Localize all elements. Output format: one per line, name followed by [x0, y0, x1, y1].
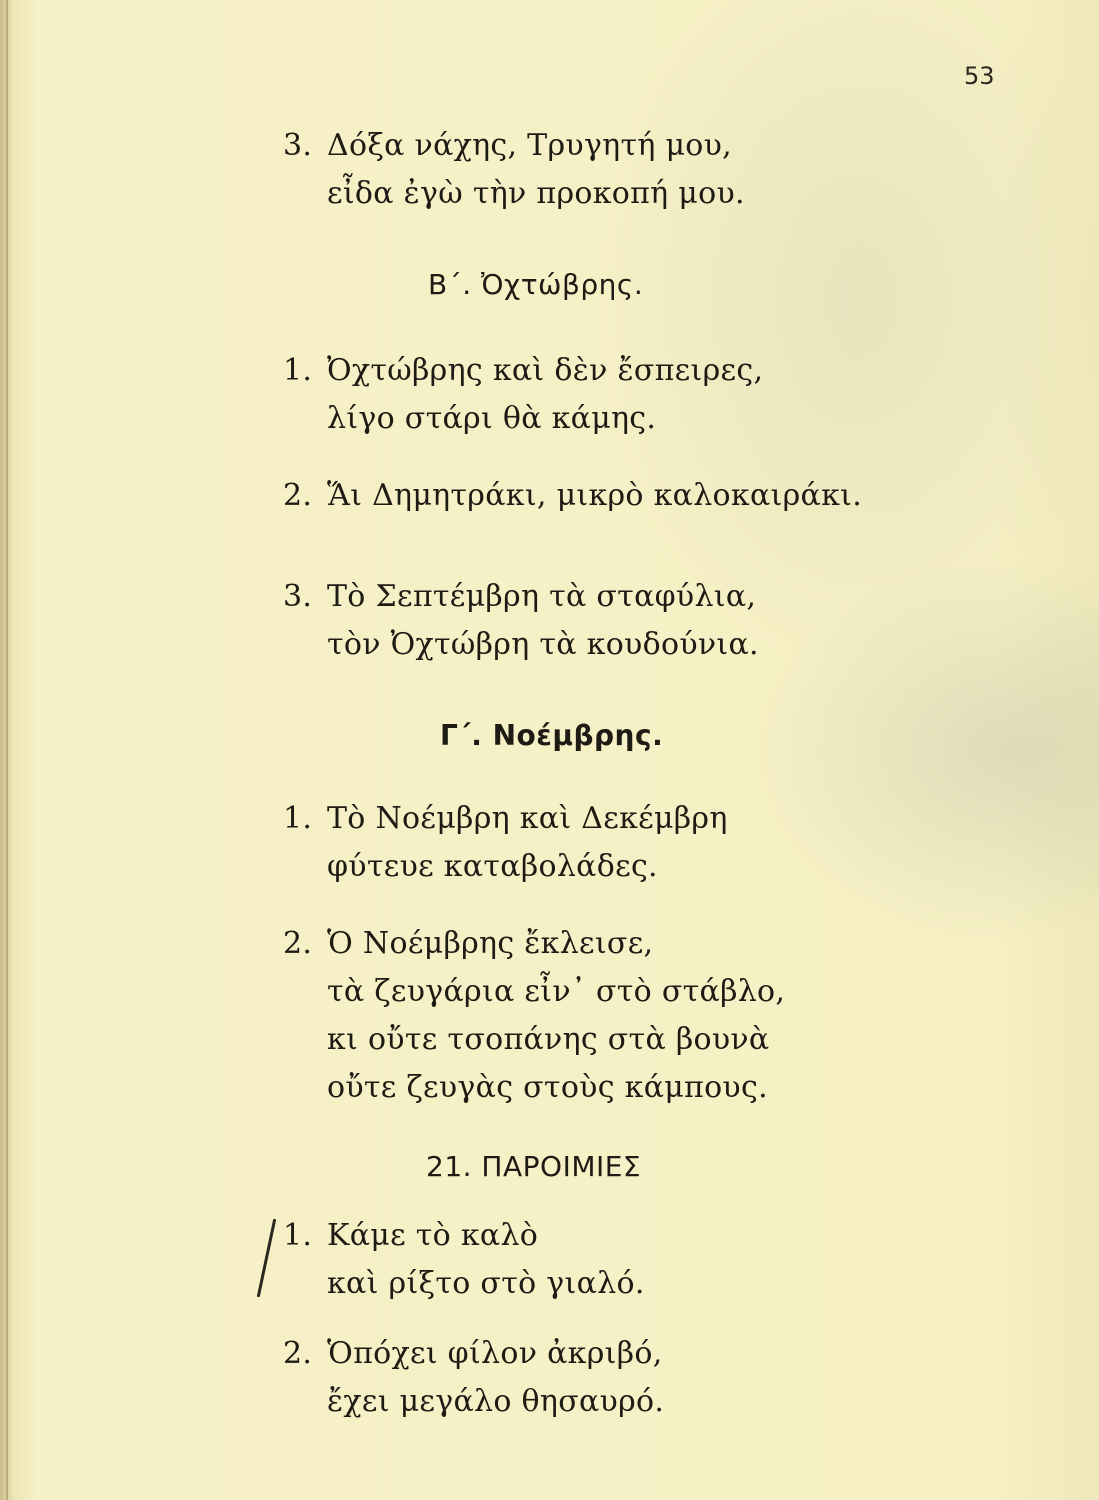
verse-number: 3. [283, 128, 313, 163]
pencil-margin-mark [257, 1219, 277, 1298]
verse-line: φύτευε καταβολάδες. [327, 849, 658, 884]
verse-line: τὸν Ὀχτώβρη τὰ κουδούνια. [327, 627, 759, 662]
verse-line [283, 795, 728, 843]
verse-line [283, 347, 763, 395]
verse-line: εἶδα ἐγὼ τὴν προκοπή μου. [327, 176, 745, 211]
verse-proverbs-2 [283, 1330, 664, 1426]
verse-proverbs-1 [283, 1212, 645, 1308]
verse-line: λίγο στάρι θὰ κάμης. [327, 401, 657, 436]
verse-number: 1. [283, 801, 313, 836]
verse-line: τὰ ζευγάρια εἶν᾿ στὸ στάβλο, [327, 974, 786, 1009]
verse-text: Ὁ Νοέμβρης ἔκλεισε, [327, 926, 654, 961]
verse-line [283, 573, 759, 621]
verse-october-2 [283, 472, 862, 520]
verse-trygitis-3 [283, 122, 745, 218]
verse-line [283, 122, 745, 170]
section-heading-october: Β΄. Ὀχτώβρης. [428, 268, 644, 301]
verse-november-2 [283, 920, 785, 1112]
verse-text: Τὸ Νοέμβρη καὶ Δεκέμβρη [327, 801, 728, 836]
verse-text: Τὸ Σεπτέμβρη τὰ σταφύλια, [327, 579, 757, 614]
verse-line [283, 472, 862, 520]
section-heading-november: Γ΄. Νοέμβρης. [440, 719, 664, 752]
verse-text: Ὁπόχει φίλον ἀκριβό, [327, 1336, 663, 1371]
verse-line: καὶ ρίξτο στὸ γιαλό. [327, 1266, 645, 1301]
verse-line [283, 1330, 664, 1378]
verse-line: κι οὔτε τσοπάνης στὰ βουνὰ [327, 1022, 770, 1057]
verse-number: 1. [283, 1218, 313, 1253]
page-number: 53 [964, 62, 995, 90]
verse-text: Κάμε τὸ καλὸ [327, 1218, 539, 1253]
verse-october-1 [283, 347, 763, 443]
verse-number: 1. [283, 353, 313, 388]
section-heading-proverbs: 21. ΠΑΡΟΙΜΙΕΣ [426, 1150, 642, 1183]
verse-line: οὔτε ζευγὰς στοὺς κάμπους. [327, 1070, 768, 1105]
verse-number: 2. [283, 1336, 313, 1371]
verse-number: 3. [283, 579, 313, 614]
verse-text: Ὀχτώβρης καὶ δὲν ἔσπειρες, [327, 353, 764, 388]
verse-line [283, 1212, 645, 1260]
verse-november-1 [283, 795, 728, 891]
verse-text: Ἅι Δημητράκι, μικρὸ καλοκαιράκι. [327, 478, 863, 513]
verse-number: 2. [283, 926, 313, 961]
verse-october-3 [283, 573, 759, 669]
verse-text: Δόξα νάχης, Τρυγητή μου, [327, 128, 732, 163]
verse-number: 2. [283, 478, 313, 513]
verse-line [283, 920, 785, 968]
page-binding-edge [6, 0, 8, 1500]
verse-line: ἔχει μεγάλο θησαυρό. [327, 1384, 665, 1419]
